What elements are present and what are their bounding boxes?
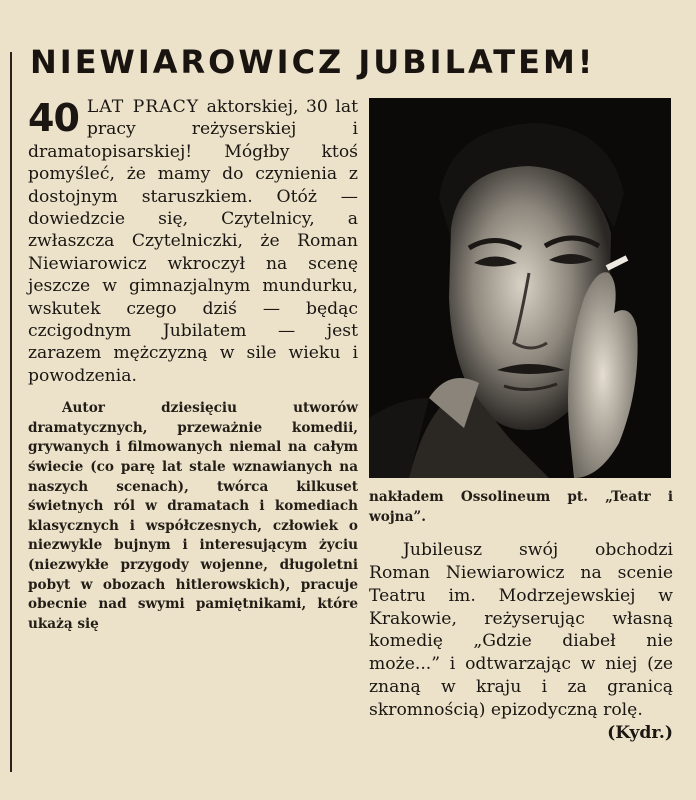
portrait-photo — [369, 98, 671, 478]
left-column — [28, 96, 358, 634]
lead-text: aktorskiej, 30 lat pracy reżyserskiej i dramatopisarskiej! Mógłby ktoś pomyśleć, że mamy do czynienia z dostojnym staruszkiem. Otóż — dowiedzcie się, Czytelnicy, a zwłaszcza Czytelniczki, że Roman Niewiarowicz wkroczył na scenę jeszcze w gimnazjalnym mundurku, wskutek czego dziś — będąc czcigodnym Jubilatem — jest zarazem mężczyzną w sile wieku i powodzenia. — [28, 97, 358, 386]
lead-caps: LAT PRACY — [86, 97, 200, 117]
column-rule — [10, 52, 12, 772]
continued-text: nakładem Ossolineum pt. „Teatr i wojna”. — [369, 489, 673, 525]
closing-text: Jubileusz swój obchodzi Roman Niewiarowicz na scenie Teatru im. Modrzejewskiej w Krakowie, reżyserując własną komedię „Gdzie diabeł nie może...” i odtwarzając w niej (ze znaną w kraju i za granicą skromnością) epizodyczną rolę. — [369, 540, 673, 720]
lead-number: 40 — [28, 96, 79, 140]
body-text: Autor dziesięciu utworów dramatycznych, przeważnie komedii, grywanych i filmowanych niemal na całym świecie (co parę lat stale wznawianych na naszych scenach), twórca kilkuset świetnych ról w dramatach i komediach klasycznych i współczesnych, człowiek o niezwykle bujnym i interesującym życiu (niezwykłe przygody wojenne, długoletni pobyt w obozach hitlerowskich), pracuje obecnie nad swymi pamiętnikami, które ukażą się — [28, 400, 358, 632]
right-column — [369, 488, 673, 744]
lead-paragraph — [28, 96, 358, 387]
closing-paragraph — [369, 539, 673, 743]
author-signature: (Kydr.) — [607, 722, 673, 743]
headline: NIEWIAROWICZ JUBILATEM! — [30, 43, 596, 81]
body-paragraph — [28, 399, 358, 634]
